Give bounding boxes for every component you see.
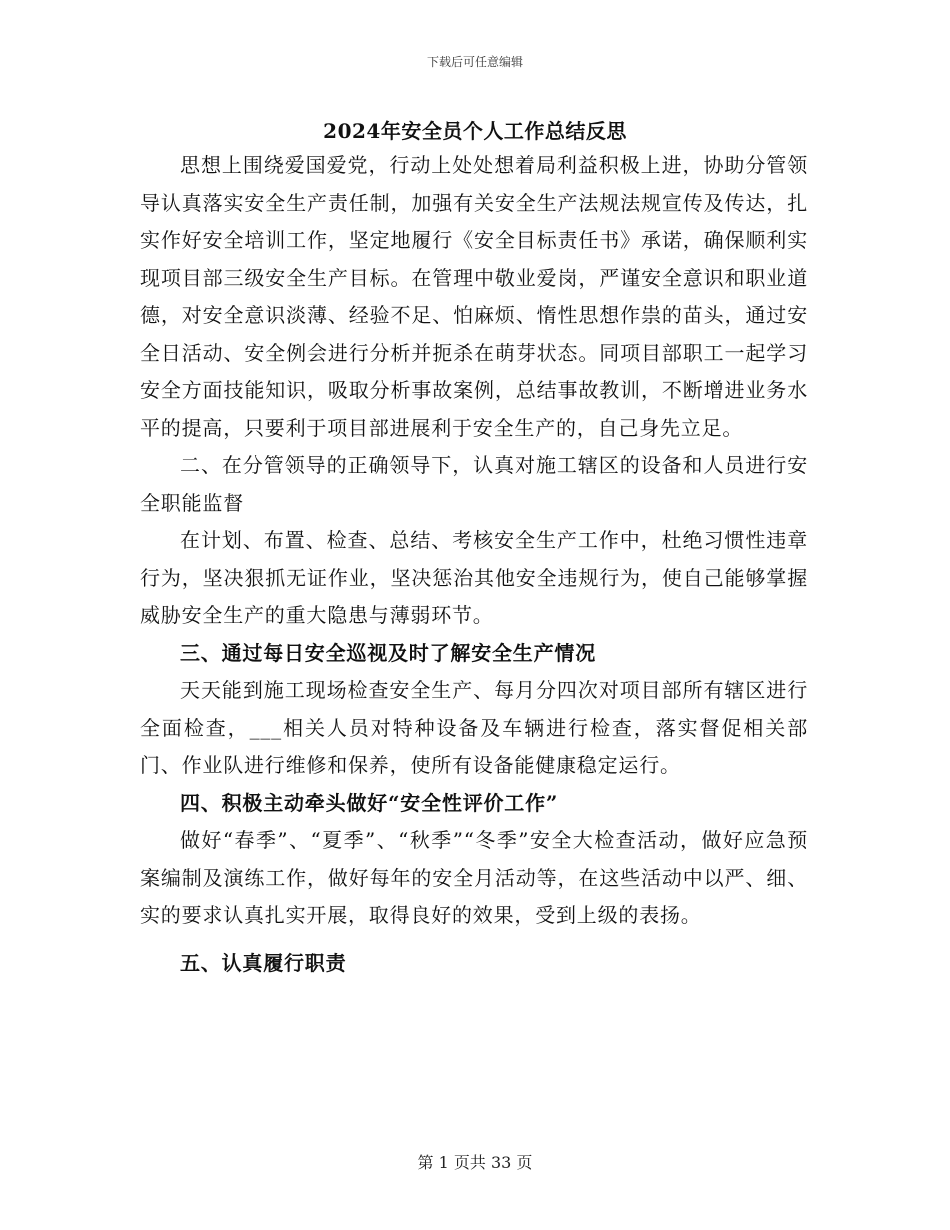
paragraph-section-2-body: 在计划、布置、检查、总结、考核安全生产工作中，杜绝习惯性违章行为，坚决狠抓无证作业，坚决惩治其他安全违规行为，使自己能够掌握威胁安全生产的重大隐患与薄弱环节。 bbox=[140, 528, 808, 627]
document-body bbox=[140, 147, 808, 982]
paragraph-section-4-body: 做好“春季”、“夏季”、“秋季”“冬季”安全大检查活动，做好应急预案编制及演练工作，做好每年的安全月活动等，在这些活动中以严、细、实的要求认真扎实开展，取得良好的效果，受到上级的表扬。 bbox=[140, 828, 808, 927]
section-3-heading: 三、通过每日安全巡视及时了解安全生产情况 bbox=[180, 640, 596, 665]
paragraph-section-2-heading: 二、在分管领导的正确领导下，认真对施工辖区的设备和人员进行安全职能监督 bbox=[140, 453, 808, 515]
page-header-note: 下载后可任意编辑 bbox=[426, 55, 523, 69]
section-5-heading: 五、认真履行职责 bbox=[180, 950, 347, 975]
paragraph-section-3-body: 天天能到施工现场检查安全生产、每月分四次对项目部所有辖区进行全面检查，___相关人员对特种设备及车辆进行检查，落实督促相关部门、作业队进行维修和保养，使所有设备能健康稳定运行。 bbox=[140, 678, 808, 777]
section-4-heading: 四、积极主动牵头做好“安全性评价工作” bbox=[180, 790, 559, 815]
page-number: 第 1 页共 33 页 bbox=[417, 1153, 533, 1172]
document-title: 2024年安全员个人工作总结反思 bbox=[323, 119, 627, 143]
paragraph-intro: 思想上围绕爱国爱党，行动上处处想着局利益积极上进，协助分管领导认真落实安全生产责任制，加强有关安全生产法规法规宣传及传达，扎实作好安全培训工作，坚定地履行《安全目标责任书》承诺，确保顺利实现项目部三级安全生产目标。在管理中敬业爱岗，严谨安全意识和职业道德，对安全意识淡薄、经验不足、怕麻烦、惰性思想作祟的苗头，通过安全日活动、安全例会进行分析并扼杀在萌芽状态。同项目部职工一起学习安全方面技能知识，吸取分析事故案例，总结事故教训，不断增进业务水平的提高，只要利于项目部进展利于安全生产的，自己身先立足。 bbox=[140, 153, 808, 440]
